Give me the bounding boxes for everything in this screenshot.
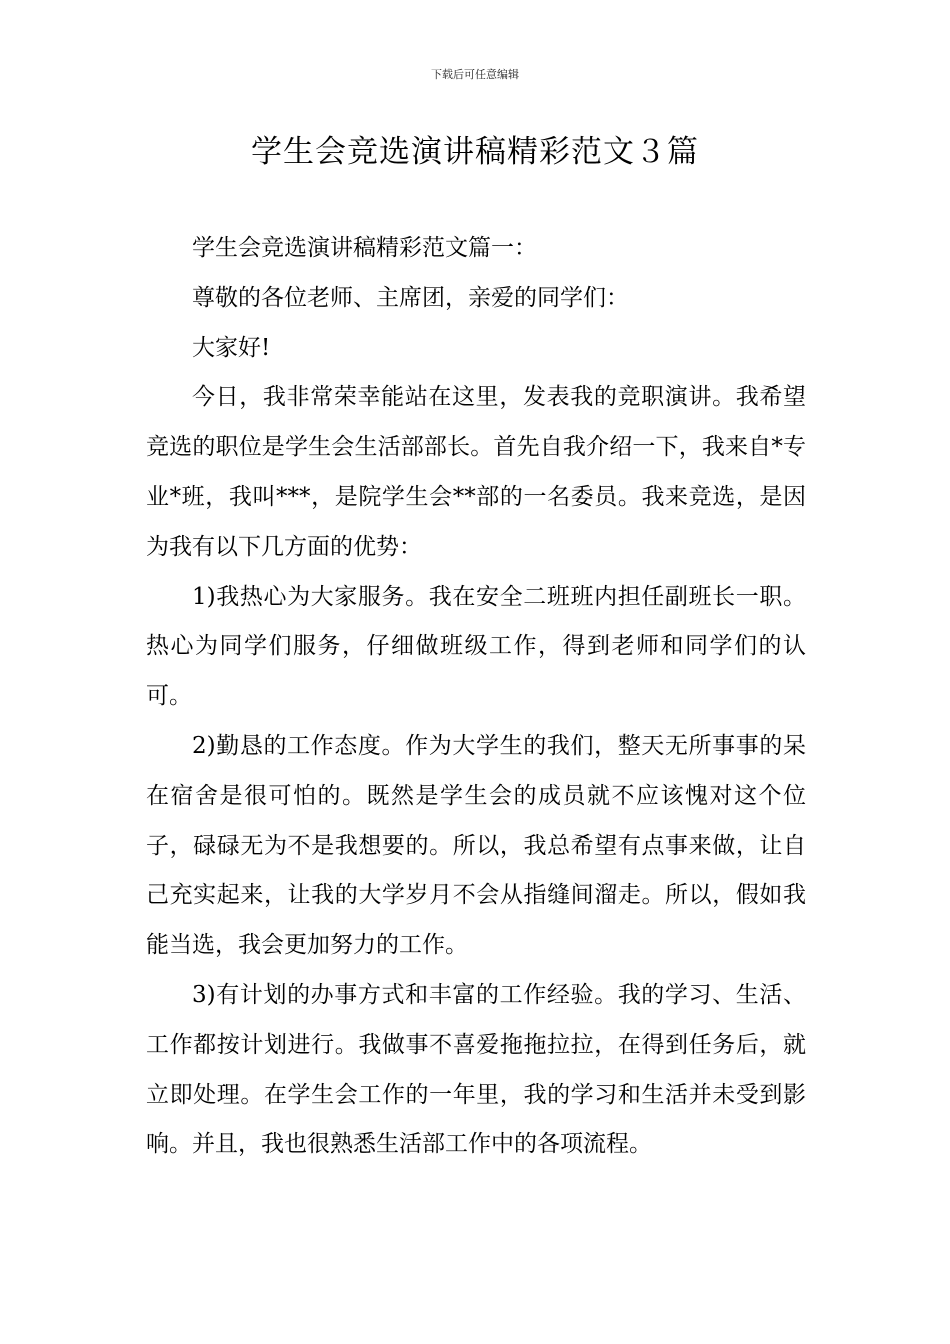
greeting: 大家好! [192, 334, 271, 361]
salutation: 尊敬的各位老师、主席团，亲爱的同学们： [192, 284, 629, 311]
paragraph: 3)有计划的办事方式和丰富的工作经验。我的学习、生活、工作都按计划进行。我做事不喜爱拖拖拉拉，在得到任务后，就立即处理。在学生会工作的一年里，我的学习和生活并未受到影响。并且，我也很熟悉生活部工作中的各项流程。 [146, 981, 806, 1158]
header-note: 下载后可任意编辑 [431, 68, 519, 81]
section-heading: 学生会竞选演讲稿精彩范文篇一： [192, 235, 537, 261]
paragraph: 1)我热心为大家服务。我在安全二班班内担任副班长一职。热心为同学们服务，仔细做班级工作，得到老师和同学们的认可。 [146, 583, 806, 710]
paragraph: 今日，我非常荣幸能站在这里，发表我的竞职演讲。我希望竞选的职位是学生会生活部部长。首先自我介绍一下，我来自*专业*班，我叫***，是院学生会**部的一名委员。我来竞选，是因为我有以下几方面的优势： [146, 384, 806, 560]
document-body [146, 224, 806, 1170]
document-title: 学生会竞选演讲稿精彩范文３篇 [251, 134, 699, 170]
paragraph: 2)勤恳的工作态度。作为大学生的我们，整天无所事事的呆在宿舍是很可怕的。既然是学生会的成员就不应该愧对这个位子，碌碌无为不是我想要的。所以，我总希望有点事来做，让自己充实起来，让我的大学岁月不会从指缝间溜走。所以，假如我能当选，我会更加努力的工作。 [146, 732, 806, 959]
